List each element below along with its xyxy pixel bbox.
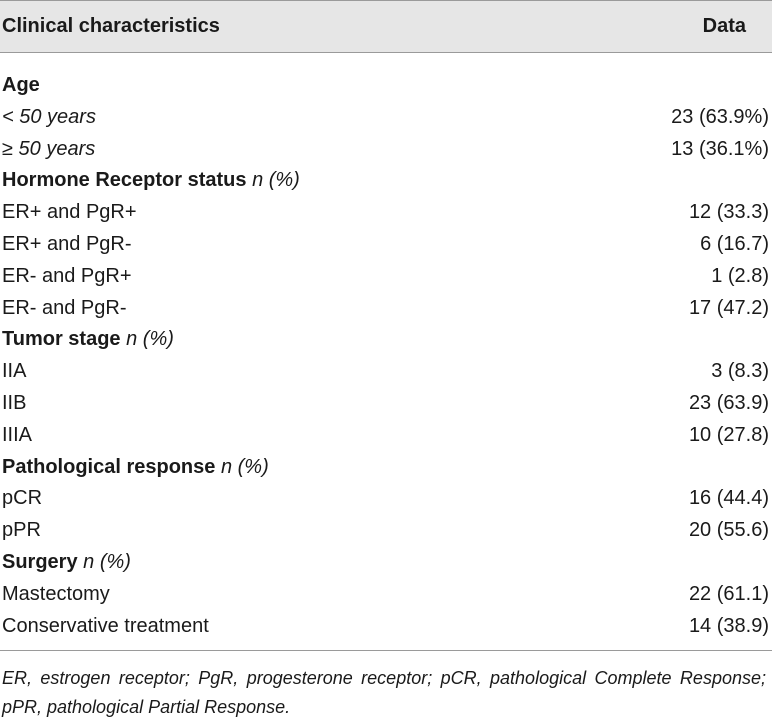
table-row bbox=[0, 197, 772, 229]
section-unit: n (%) bbox=[83, 550, 131, 573]
row-label: IIIA bbox=[2, 423, 33, 446]
section-title bbox=[2, 70, 40, 102]
section-title-text: Hormone Receptor status bbox=[2, 169, 247, 192]
table-row bbox=[0, 229, 772, 261]
row-label: pCR bbox=[2, 487, 43, 510]
section-unit: n (%) bbox=[220, 455, 269, 478]
section-title-text: Tumor stage bbox=[2, 328, 121, 351]
row-value: 23 (63.9%) bbox=[671, 105, 769, 128]
row-value: 23 (63.9) bbox=[688, 391, 769, 414]
table-row bbox=[0, 293, 772, 325]
table-header bbox=[0, 0, 772, 53]
section-unit: n (%) bbox=[126, 328, 174, 351]
section-title bbox=[2, 547, 131, 579]
row-value: 17 (47.2) bbox=[688, 296, 769, 319]
section-header-row bbox=[0, 324, 772, 356]
row-value: 1 (2.8) bbox=[711, 264, 769, 287]
table-row bbox=[0, 261, 772, 293]
section-header-row bbox=[0, 452, 772, 484]
row-label: < 50 years bbox=[2, 105, 96, 128]
row-value: 6 (16.7) bbox=[700, 232, 769, 255]
section-title bbox=[2, 324, 174, 356]
row-label: Mastectomy bbox=[2, 582, 110, 605]
row-value: 12 (33.3) bbox=[688, 201, 769, 224]
table-row bbox=[0, 579, 772, 611]
row-label: ER- and PgR+ bbox=[2, 264, 132, 287]
row-value: 16 (44.4) bbox=[688, 487, 769, 510]
row-value: 3 (8.3) bbox=[711, 360, 769, 383]
header-clinical-characteristics: Clinical characteristics bbox=[2, 15, 220, 37]
table-row bbox=[0, 356, 772, 388]
row-label: ER- and PgR- bbox=[2, 296, 127, 319]
table-row bbox=[0, 420, 772, 452]
section-title bbox=[2, 452, 269, 484]
row-label: IIB bbox=[2, 391, 27, 414]
table-row bbox=[0, 388, 772, 420]
row-label: pPR bbox=[2, 519, 41, 542]
section-title-text: Age bbox=[2, 74, 40, 96]
table-row bbox=[0, 483, 772, 515]
section-header-row bbox=[0, 70, 772, 102]
row-value: 14 (38.9) bbox=[688, 614, 769, 637]
table-body bbox=[0, 53, 772, 642]
section-header-row bbox=[0, 165, 772, 197]
row-label: ≥ 50 years bbox=[2, 137, 96, 160]
table-row bbox=[0, 515, 772, 547]
table-row bbox=[0, 102, 772, 134]
section-title-text: Pathological response bbox=[2, 455, 216, 478]
row-value: 22 (61.1) bbox=[688, 582, 769, 605]
row-label: Conservative treatment bbox=[2, 614, 209, 637]
section-title-text: Surgery bbox=[2, 550, 78, 573]
row-label: ER+ and PgR- bbox=[2, 232, 132, 255]
section-title bbox=[2, 165, 300, 197]
row-value: 20 (55.6) bbox=[688, 519, 769, 542]
row-label: ER+ and PgR+ bbox=[2, 201, 137, 224]
section-unit: n (%) bbox=[252, 169, 300, 192]
section-header-row bbox=[0, 547, 772, 579]
table-footnote: ER, estrogen receptor; PgR, progesterone receptor; pCR, pathological Complete Response; pPR, pathological Partial Response. bbox=[2, 668, 766, 718]
row-value: 10 (27.8) bbox=[688, 423, 769, 446]
table-row bbox=[0, 611, 772, 643]
table-row bbox=[0, 134, 772, 166]
row-label: IIA bbox=[2, 360, 27, 383]
header-data: Data bbox=[702, 15, 746, 37]
row-value: 13 (36.1%) bbox=[671, 137, 769, 160]
